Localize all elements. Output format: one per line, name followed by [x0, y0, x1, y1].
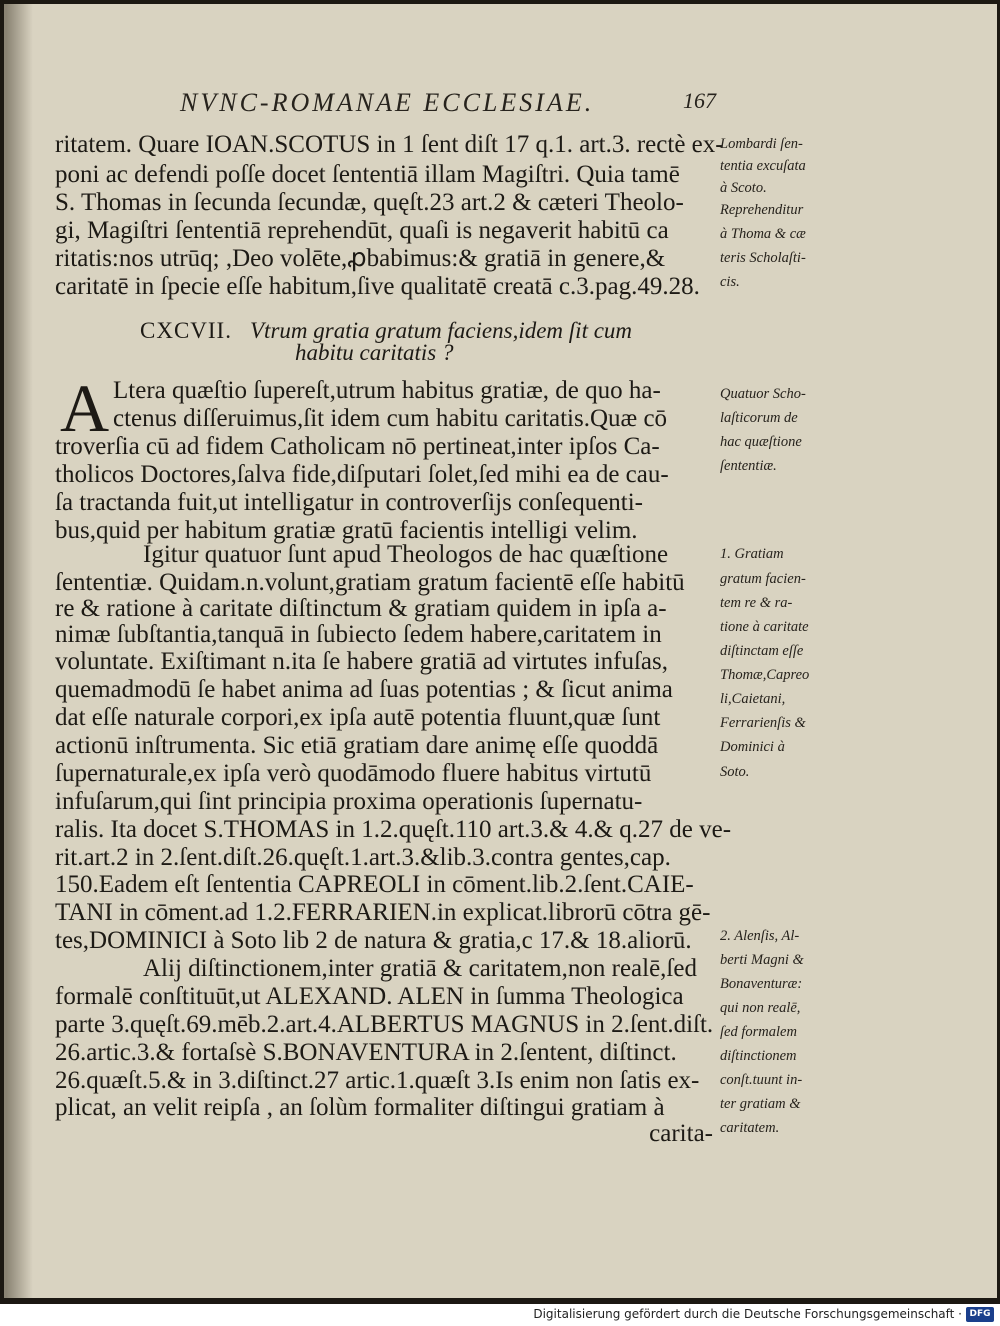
- text-line: bus,quid per habitum gratiæ gratū facientis intelligi velim.: [55, 517, 638, 544]
- margin-note-line: 1. Gratiam: [720, 546, 784, 562]
- text-line: poni ac defendi poſſe docet ſententiā illam Magiſtri. Quia tamē: [55, 161, 680, 188]
- margin-note-line: conſt.tuunt in-: [720, 1072, 803, 1088]
- drop-cap: A: [60, 370, 110, 446]
- section-title-line-2: habitu caritatis ?: [295, 340, 454, 365]
- margin-note-line: Dominici à: [720, 739, 785, 755]
- margin-note-line: ſententiæ.: [720, 458, 777, 474]
- margin-note-line: à Thoma & cæ: [720, 226, 806, 242]
- text-line: ritatis:nos utrūq; ,Deo volēte,ꝓbabimus:& gratiā in genere,&: [55, 245, 666, 272]
- text-line: ſupernaturale,ex ipſa verò quodāmodo fluere habitus virtutū: [55, 760, 652, 787]
- margin-note-line: qui non realē,: [720, 1000, 801, 1016]
- text-line: ritatem. Quare IOAN.SCOTUS in 1 ſent diſt 17 q.1. art.3. rectè ex-: [55, 131, 724, 158]
- text-line: gi, Magiſtri ſententiā reprehendūt, quaſi is negaverit habitū ca: [55, 217, 669, 244]
- text-line: Igitur quatuor ſunt apud Theologos de hac quæſtione: [143, 541, 669, 568]
- margin-note-line: ter gratiam &: [720, 1096, 801, 1112]
- text-line: tes,DOMINICI à Soto lib 2 de natura & gratia,c 17.& 18.aliorū.: [55, 927, 692, 954]
- margin-note-line: à Scoto.: [720, 180, 767, 196]
- text-line: tholicos Doctores,ſalva fide,diſputari ſolet,ſed mihi ea de cau-: [55, 461, 669, 488]
- text-line: ſententiæ. Quidam.n.volunt,gratiam gratum facientē eſſe habitū: [55, 569, 685, 596]
- text-line: formalē conſtituūt,ut ALEXAND. ALEN in ſumma Theologica: [55, 983, 684, 1010]
- text-line: plicat, an velit reipſa , an ſolùm formaliter diſtingui gratiam à: [55, 1094, 665, 1121]
- text-line: dat eſſe naturale corpori,ex ipſa autē potentia fluunt,quæ ſunt: [55, 704, 661, 731]
- margin-note-line: gratum facien-: [720, 571, 806, 587]
- text-line: voluntate. Exiſtimant n.ita ſe habere gratiā ad virtutes infuſas,: [55, 648, 669, 675]
- section-number: CXCVII.: [140, 318, 232, 343]
- margin-note-line: ſed formalem: [720, 1024, 797, 1040]
- dfg-logo: DFG: [966, 1307, 994, 1322]
- gutter-shadow: [7, 4, 33, 1298]
- text-line: infuſarum,qui ſint principia proxima operationis ſupernatu-: [55, 788, 643, 815]
- margin-note-line: Bonaventuræ:: [720, 976, 803, 992]
- text-line: 26.artic.3.& fortaſsè S.BONAVENTURA in 2.ſentent, diſtinct.: [55, 1039, 677, 1066]
- margin-note-line: li,Caietani,: [720, 691, 786, 707]
- margin-note-line: tentia excuſata: [720, 158, 806, 174]
- text-line: Alij diſtinctionem,inter gratiā & caritatem,non realē,ſed: [143, 955, 697, 982]
- margin-note-line: caritatem.: [720, 1120, 780, 1136]
- margin-note-line: Soto.: [720, 764, 750, 780]
- margin-note-line: diſtinctionem: [720, 1048, 797, 1064]
- running-head: NVNC-ROMANAE ECCLESIAE.: [180, 88, 595, 117]
- text-line: ctenus diſſeruimus,ſit idem cum habitu caritatis.Quæ cō: [113, 405, 668, 432]
- text-line: nimæ ſubſtantia,tanquā in ſubiecto ſedem habere,caritatem in: [55, 621, 662, 648]
- text-line: troverſia cū ad fidem Catholicam nō pertineat,inter ipſos Ca-: [55, 433, 660, 460]
- margin-note-line: tem re & ra-: [720, 595, 793, 611]
- text-line: actionū inſtrumenta. Sic etiā gratiam dare animę eſſe quoddā: [55, 732, 659, 759]
- text-line: quemadmodū ſe habet anima ad ſuas potentias ; & ſicut anima: [55, 676, 673, 703]
- funding-notice: Digitalisierung gefördert durch die Deutsche Forschungsgemeinschaft ·: [533, 1307, 962, 1321]
- margin-note-line: tione à caritate: [720, 619, 809, 635]
- margin-note-line: laſticorum de: [720, 410, 798, 426]
- text-line: 26.quæſt.5.& in 3.diſtinct.27 artic.1.quæſt 3.Is enim non ſatis ex-: [55, 1067, 700, 1094]
- margin-note-line: 2. Alenſis, Al-: [720, 928, 800, 944]
- catchword: carita-: [649, 1120, 713, 1147]
- margin-note-line: berti Magni &: [720, 952, 804, 968]
- text-line: Ltera quæſtio ſupereſt,utrum habitus gratiæ, de quo ha-: [113, 377, 661, 404]
- text-line: parte 3.quęſt.69.mēb.2.art.4.ALBERTUS MAGNUS in 2.ſent.diſt.: [55, 1011, 714, 1038]
- text-line: caritatē in ſpecie eſſe habitum,ſive qualitatē creatā c.3.pag.49.28.: [55, 273, 700, 300]
- text-line: 150.Eadem eſt ſententia CAPREOLI in cōment.lib.2.ſent.CAIE-: [55, 871, 694, 898]
- text-line: re & ratione à caritate diſtinctum & gratiam quidem in ipſa a-: [55, 595, 667, 622]
- margin-note-line: Ferrarienſis &: [720, 715, 806, 731]
- text-line: ſa tractanda fuit,ut intelligatur in controverſijs conſequenti-: [55, 489, 644, 516]
- margin-note-line: Reprehenditur: [720, 202, 804, 218]
- text-line: rit.art.2 in 2.ſent.diſt.26.quęſt.1.art.3.&lib.3.contra gentes,cap.: [55, 844, 671, 871]
- margin-note-line: Thomæ,Capreo: [720, 667, 810, 683]
- text-line: S. Thomas in ſecunda ſecundæ, quęſt.23 art.2 & cæteri Theolo-: [55, 189, 684, 216]
- margin-note-line: Lombardi ſen-: [720, 136, 803, 152]
- margin-note-line: diſtinctam eſſe: [720, 643, 804, 659]
- section-title-line-1: Vtrum gratia gratum faciens,idem ſit cum: [250, 318, 633, 343]
- margin-note-line: teris Scholaſti-: [720, 250, 806, 266]
- text-line: TANI in cōment.ad 1.2.FERRARIEN.in explicat.librorū cōtra gē-: [55, 899, 711, 926]
- margin-note-line: Quatuor Scho-: [720, 386, 806, 402]
- margin-note-line: cis.: [720, 274, 740, 290]
- margin-note-line: hac quæſtione: [720, 434, 802, 450]
- page-number: 167: [683, 88, 716, 113]
- text-line: ralis. Ita docet S.THOMAS in 1.2.quęſt.110 art.3.& 4.& q.27 de ve-: [55, 816, 732, 843]
- digitization-footer: [0, 1304, 1000, 1326]
